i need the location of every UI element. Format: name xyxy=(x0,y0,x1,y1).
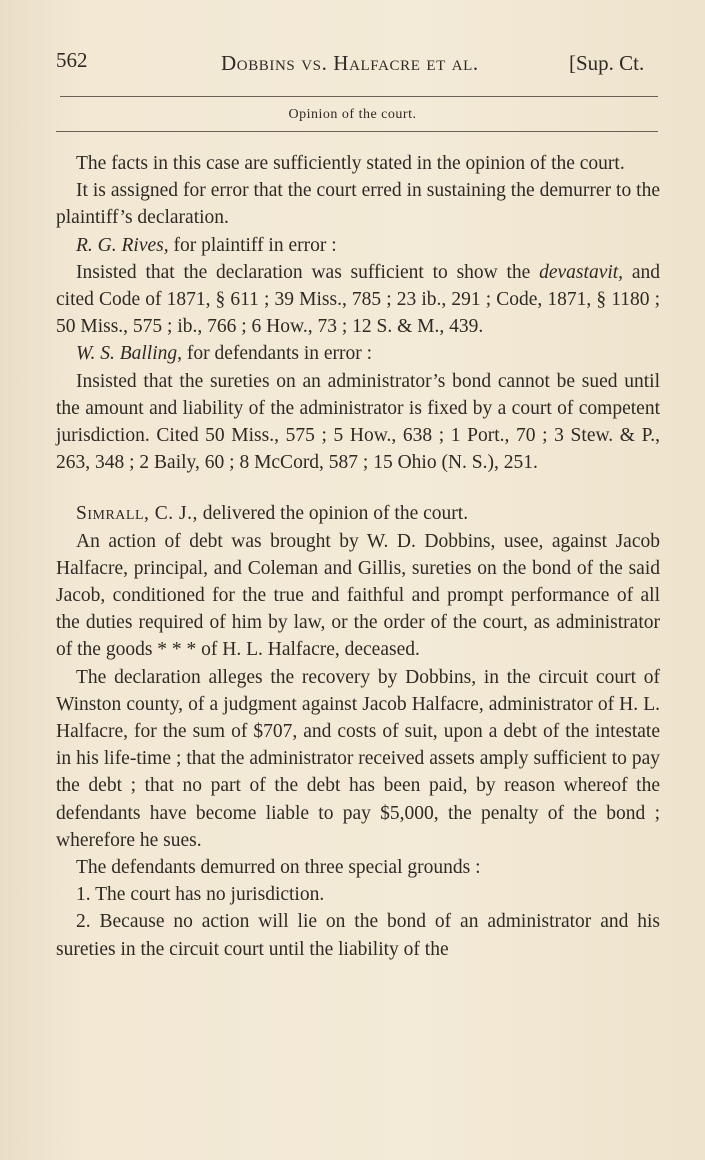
paragraph-declaration: The declaration alleges the recovery by Dobbins, in the circuit court of Winston county, of a judgment against Jacob Halfacre, administrator of H. L. Halfacre, for the sum of $707, and costs of suit, upon a debt of the intestate in his life-time ; that the administrator received assets amply sufficient to pay the debt ; that no part of the debt has been paid, by reason whereof the defendants have become liable to pay $5,000, the penalty of the bond ; wherefore he sues. xyxy=(56,666,660,851)
plaintiff-argument-text-a: Insisted that the declaration was sufficient to show the xyxy=(76,261,540,283)
paragraph-assignment-of-error: It is assigned for error that the court erred in sustaining the demurrer to the plaintiff’s declaration. xyxy=(56,180,660,229)
paragraph-defendant-argument: Insisted that the sureties on an administrator’s bond cannot be sued until the amount and liability of the administrator is fixed by a court of competent jurisdiction. Cited 50 Miss., 575 ; 5 How., 638 ; 1 Port., 70 ; 3 Stew. & P., 263, 348 ; 2 Baily, 60 ; 8 McCord, 587 ; 15 Ohio (N. S.), 251. xyxy=(56,370,660,474)
judge-name: Simrall, C. J., xyxy=(76,503,198,525)
paragraph-ground-1: 1. The court has no jurisdiction. xyxy=(76,884,325,906)
paragraph-defendant-counsel xyxy=(56,340,660,367)
term-devastavit: devastavit, xyxy=(539,261,624,283)
paragraph-ground-2: 2. Because no action will lie on the bond of an administrator and his sureties in the circuit court until the liability of the xyxy=(56,911,660,960)
page-body xyxy=(56,150,660,963)
header-rule-bottom xyxy=(56,131,658,132)
page-header xyxy=(56,48,666,84)
page-number: 562 xyxy=(56,48,88,72)
running-title: Dobbins vs. Halfacre et al. xyxy=(221,51,479,75)
paragraph-facts: The facts in this case are sufficiently stated in the opinion of the court. xyxy=(76,153,625,174)
court-reference: [Sup. Ct. xyxy=(569,51,645,75)
paragraph-demurrer: The defendants demurred on three special grounds : xyxy=(76,857,481,879)
counsel-name-defendant: W. S. Balling, xyxy=(76,343,182,365)
header-rule-top xyxy=(60,96,658,97)
section-subheading: Opinion of the court. xyxy=(288,107,417,122)
opinion-intro-text: delivered the opinion of the court. xyxy=(197,503,469,525)
counsel-name-plaintiff: R. G. Rives, xyxy=(76,234,169,256)
paragraph-plaintiff-argument xyxy=(56,259,660,341)
paragraph-opinion-intro xyxy=(56,500,660,527)
counsel-role-defendant: for defendants in error : xyxy=(182,343,373,365)
paragraph-action-of-debt: An action of debt was brought by W. D. Dobbins, usee, against Jacob Halfacre, principal, and Coleman and Gillis, sureties on the bond of the said Jacob, conditioned for the true and faithful and prompt performance of all the duties required of him by law, or the order of the court, as administrator of the goods * * * of H. L. Halfacre, deceased. xyxy=(56,530,660,661)
counsel-role-plaintiff: for plaintiff in error : xyxy=(168,234,337,256)
plaintiff-argument-text-b: and cited Code of 1871, § 611 ; 39 Miss., 785 ; 23 ib., 291 ; Code, 1871, § 1180 ; 50 Miss., 575 ; ib., 766 ; 6 How., 73 ; 12 S. & M., 439. xyxy=(56,261,660,338)
paragraph-plaintiff-counsel xyxy=(56,232,660,259)
